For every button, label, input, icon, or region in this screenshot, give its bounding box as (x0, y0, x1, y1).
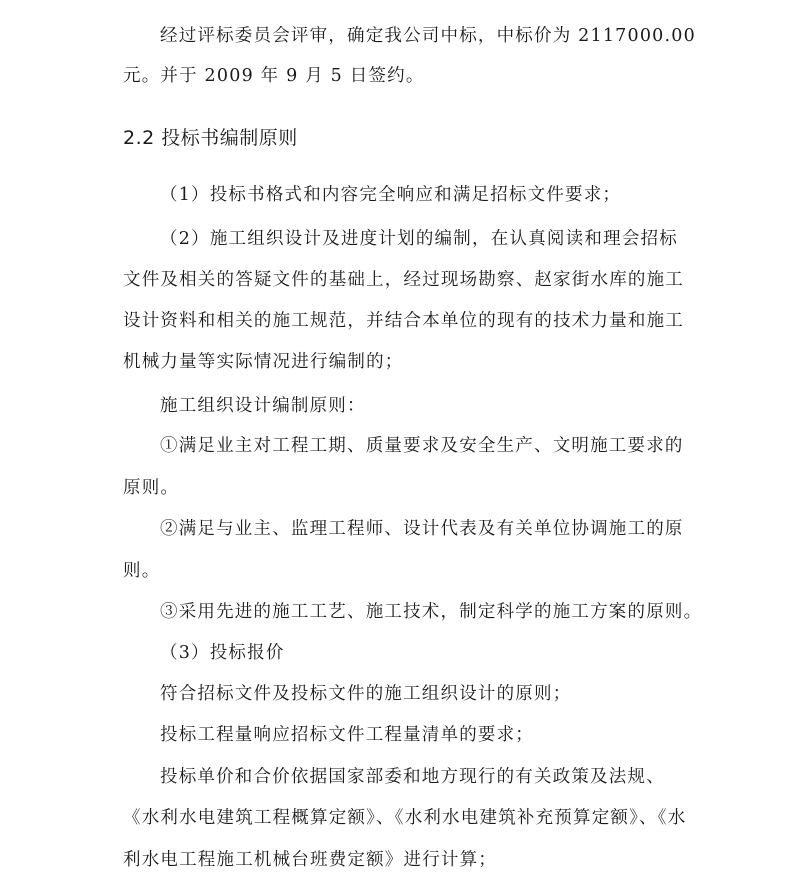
paragraph-line: 机械力量等实际情况进行编制的； (123, 352, 404, 372)
paragraph-line: 文件及相关的答疑文件的基础上，经过现场勘察、赵家街水库的施工 (123, 270, 684, 290)
paragraph-line: ②满足与业主、监理工程师、设计代表及有关单位协调施工的原 (160, 519, 684, 539)
paragraph-line: ③采用先进的施工工艺、施工技术，制定科学的施工方案的原则。 (160, 602, 703, 622)
paragraph-line: 经过评标委员会评审，确定我公司中标，中标价为 2117000.00 (160, 26, 696, 46)
section-heading: 2.2 投标书编制原则 (123, 127, 298, 149)
paragraph-line: 投标单价和合价依据国家部委和地方现行的有关政策及法规、 (160, 767, 665, 787)
paragraph-line: 投标工程量响应招标文件工程量清单的要求； (160, 725, 534, 745)
paragraph-line: 原则。 (123, 478, 180, 498)
paragraph-line: 施工组织设计编制原则： (160, 396, 366, 416)
paragraph-line: 《水利水电建筑工程概算定额》、《水利水电建筑补充预算定额》、《水 (123, 808, 687, 828)
paragraph-line: 符合招标文件及投标文件的施工组织设计的原则； (160, 684, 572, 704)
paragraph-line: （3）投标报价 (160, 643, 285, 663)
paragraph-line: （2）施工组织设计及进度计划的编制，在认真阅读和理会招标 (160, 229, 678, 249)
paragraph-line: （1）投标书格式和内容完全响应和满足招标文件要求； (160, 185, 622, 205)
paragraph-line: 利水电工程施工机械台班费定额》进行计算； (123, 850, 497, 870)
paragraph-line: 设计资料和相关的施工规范，并结合本单位的现有的技术力量和施工 (123, 311, 684, 331)
paragraph-line: ①满足业主对工程工期、质量要求及安全生产、文明施工要求的 (160, 436, 684, 456)
paragraph-line: 则。 (123, 561, 161, 581)
paragraph-line: 元。并于 2009 年 9 月 5 日签约。 (123, 66, 425, 86)
